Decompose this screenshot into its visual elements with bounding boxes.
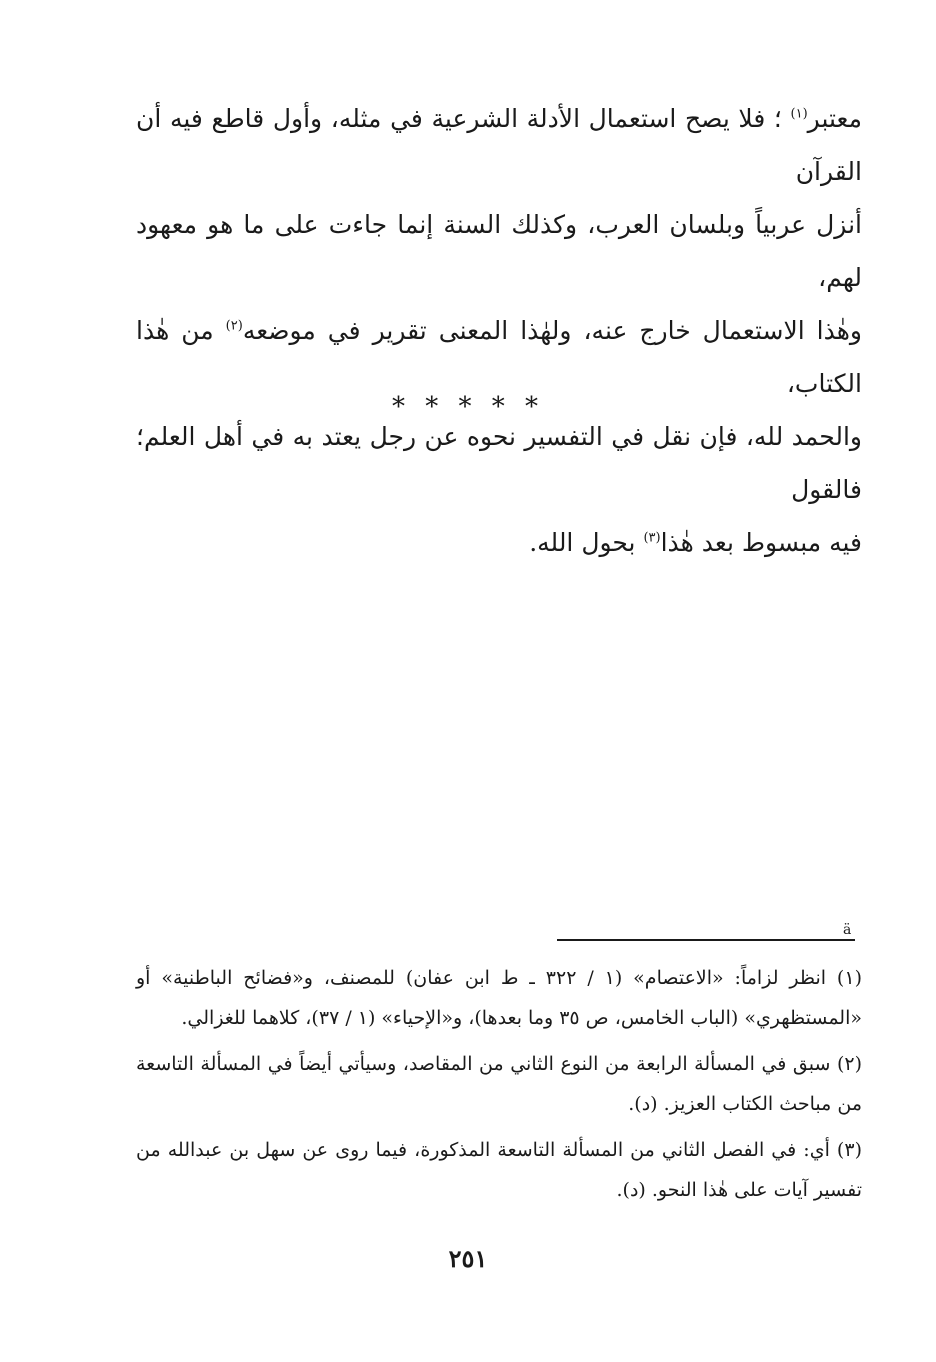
footnote-rule-mark: ä — [843, 922, 852, 938]
text-segment: وهٰذا الاستعمال خارج عنه، ولهٰذا المعنى تقرير في موضعه — [242, 316, 862, 345]
text-segment: ؛ فلا يصح استعمال الأدلة الشرعية في مثله، وأول قاطع فيه أن القرآن — [136, 104, 862, 186]
footnote-reference[interactable]: (١) — [790, 106, 808, 122]
page-number: ٢٥١ — [448, 1244, 488, 1273]
footnote-3: (٣) أي: في الفصل الثاني من المسألة التاسعة المذكورة، فيما روى عن سهل بن عبدالله من تفسير آيات على هٰذا النحو. (د). — [136, 1139, 862, 1201]
footnote-divider — [557, 939, 855, 941]
text-line-4 — [136, 410, 862, 516]
text-line-2 — [136, 198, 862, 304]
footnote-1: (١) انظر لزاماً: «الاعتصام» (١ / ٣٢٢ ـ ط ابن عفان) للمصنف، و«فضائح الباطنية» أو «المستظهري» (الباب الخامس، ص ٣٥ وما بعدها)، و«الإحياء» (١ / ٣٧)، كلاهما للغزالي. — [136, 967, 862, 1029]
text-line-1 — [136, 92, 862, 198]
footnote-reference[interactable]: (٣) — [643, 530, 661, 546]
text-segment: أنزل عربياً وبلسان العرب، وكذلك السنة إنما جاءت على ما هو معهود لهم، — [136, 210, 862, 292]
text-segment: بحول الله. — [529, 528, 636, 557]
main-text — [136, 92, 862, 569]
text-segment: معتبر — [807, 104, 862, 133]
text-segment: والحمد لله، فإن نقل في التفسير نحوه عن رجل يعتد به في أهل العلم؛ فالقول — [136, 422, 862, 504]
footnote-2: (٢) سبق في المسألة الرابعة من النوع الثاني من المقاصد، وسيأتي أيضاً في المسألة التاسعة من مباحث الكتاب العزيز. (د). — [136, 1053, 862, 1115]
section-separator: * * * * * — [391, 392, 545, 422]
text-line-5 — [136, 516, 862, 569]
footnote-reference[interactable]: (٢) — [225, 318, 243, 334]
footnotes — [136, 958, 862, 1216]
text-segment: فيه مبسوط بعد هٰذا — [660, 528, 862, 557]
text-segment: من هٰذا الكتاب، — [136, 316, 862, 398]
